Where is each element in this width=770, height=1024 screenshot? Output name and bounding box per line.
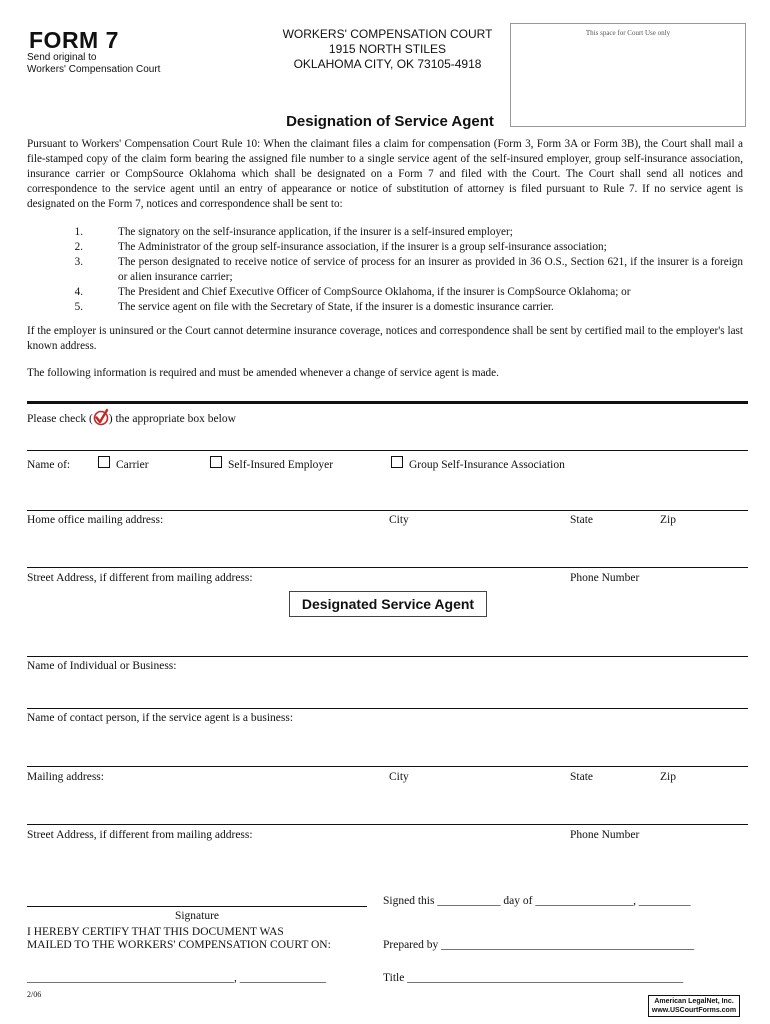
rule [27, 766, 748, 767]
mailed-date-blank[interactable]: ____________________________________, _______________ [27, 972, 326, 984]
certify-statement [27, 926, 331, 952]
list-number: 5. [74, 301, 83, 313]
court-use-note: This space for Court Use only [585, 29, 671, 37]
checkmark-icon [93, 408, 109, 426]
check-prefix: Please check ( [27, 413, 93, 425]
group-association-label: Group Self-Insurance Association [409, 459, 565, 471]
section-divider [27, 401, 748, 404]
agent-name-label[interactable]: Name of Individual or Business: [27, 660, 177, 672]
employer-zip-label[interactable]: Zip [660, 514, 676, 526]
send-line-1: Send original to [27, 52, 97, 63]
self-insured-checkbox[interactable] [210, 456, 222, 468]
contact-person-label[interactable]: Name of contact person, if the service agent is a business: [27, 712, 294, 724]
agent-mailing-label[interactable]: Mailing address: [27, 771, 104, 783]
publisher-name: American LegalNet, Inc. [654, 998, 734, 1005]
signed-this-line[interactable]: Signed this ___________ day of _________________, _________ [383, 895, 691, 907]
list-item [27, 300, 743, 315]
signature-line[interactable] [27, 906, 367, 907]
list-item [27, 225, 743, 240]
recipient-list [27, 225, 743, 315]
list-text: The Administrator of the group self-insurance association, if the insurer is a group self-insurance association; [118, 241, 607, 253]
intro-paragraph: Pursuant to Workers' Compensation Court Rule 10: When the claimant files a claim for compensation (Form 3, Form 3A or Form 3B), the Court shall mail a file-stamped copy of the claim form bearing the assigned file number to a single service agent of the self-insured employer, group self-insurance association, insurance carrier or CompSource Oklahoma which shall be designated on a Form 7 and filed with the Court. The Court shall send all notices and correspondence to the service agent until an entry of appearance or notice of substitution of attorney is filed pursuant to Rule 7. If no service agent is designated on the Form 7, notices and correspondence shall be sent to: [27, 138, 743, 210]
form-number: FORM 7 [29, 27, 119, 53]
revision-date: 2/06 [27, 990, 42, 999]
employer-street-label[interactable]: Street Address, if different from mailing address: [27, 572, 253, 584]
self-insured-label: Self-Insured Employer [228, 459, 334, 471]
rule [27, 567, 748, 568]
home-office-label[interactable]: Home office mailing address: [27, 514, 164, 526]
check-instruction [27, 408, 236, 426]
list-number: 3. [74, 256, 83, 268]
list-number: 1. [74, 226, 83, 238]
name-of-label: Name of: [27, 459, 71, 471]
publisher-url: www.USCourtForms.com [651, 1007, 737, 1014]
employer-phone-label[interactable]: Phone Number [570, 572, 640, 584]
signature-label: Signature [174, 910, 220, 922]
publisher-stamp [648, 995, 740, 1017]
agent-street-label[interactable]: Street Address, if different from mailing address: [27, 829, 253, 841]
list-text: The signatory on the self-insurance application, if the insurer is a self-insured employer; [118, 226, 513, 238]
list-number: 2. [74, 241, 83, 253]
check-suffix: ) the appropriate box below [108, 413, 236, 425]
list-text: The person designated to receive notice of service of process for an insurer as provided in 36 O.S., Section 621, if the insurer is a foreign or alien insurance carrier; [118, 256, 743, 283]
list-item [27, 285, 743, 300]
employer-state-label[interactable]: State [570, 514, 593, 526]
court-use-box [510, 23, 746, 127]
rule [27, 450, 748, 451]
rule [27, 510, 748, 511]
court-city: OKLAHOMA CITY, OK 73105-4918 [293, 57, 482, 71]
rule [27, 824, 748, 825]
agent-zip-label[interactable]: Zip [660, 771, 676, 783]
employer-city-label[interactable]: City [389, 514, 409, 526]
list-number: 4. [74, 286, 83, 298]
carrier-checkbox[interactable] [98, 456, 110, 468]
court-street: 1915 NORTH STILES [328, 42, 447, 56]
court-address [265, 27, 510, 72]
agent-city-label[interactable]: City [389, 771, 409, 783]
title-line[interactable]: Title ________________________________________________ [383, 972, 684, 984]
list-item [27, 255, 743, 285]
list-text: The service agent on file with the Secretary of State, if the insurer is a domestic insurance carrier. [118, 301, 554, 313]
carrier-label: Carrier [116, 459, 149, 471]
service-agent-heading: Designated Service Agent [289, 591, 487, 617]
required-info-paragraph: The following information is required and must be amended whenever a change of service agent is made. [27, 367, 499, 379]
send-original-note [27, 52, 160, 76]
certify-line-2: MAILED TO THE WORKERS' COMPENSATION COURT ON: [27, 939, 331, 951]
certify-line-1: I HEREBY CERTIFY THAT THIS DOCUMENT WAS [27, 926, 284, 938]
rule [27, 656, 748, 657]
list-text: The President and Chief Executive Officer of CompSource Oklahoma, if the insurer is CompSource Oklahoma; or [118, 286, 631, 298]
agent-phone-label[interactable]: Phone Number [570, 829, 640, 841]
court-name: WORKERS' COMPENSATION COURT [282, 27, 493, 41]
send-line-2: Workers' Compensation Court [27, 64, 161, 75]
rule [27, 708, 748, 709]
agent-state-label[interactable]: State [570, 771, 593, 783]
list-item [27, 240, 743, 255]
prepared-by-line[interactable]: Prepared by ____________________________________________ [383, 939, 695, 951]
group-association-checkbox[interactable] [391, 456, 403, 468]
document-title: Designation of Service Agent [286, 113, 494, 130]
uninsured-paragraph: If the employer is uninsured or the Court cannot determine insurance coverage, notices and correspondence shall be sent by certified mail to the employer's last known address. [27, 325, 743, 352]
